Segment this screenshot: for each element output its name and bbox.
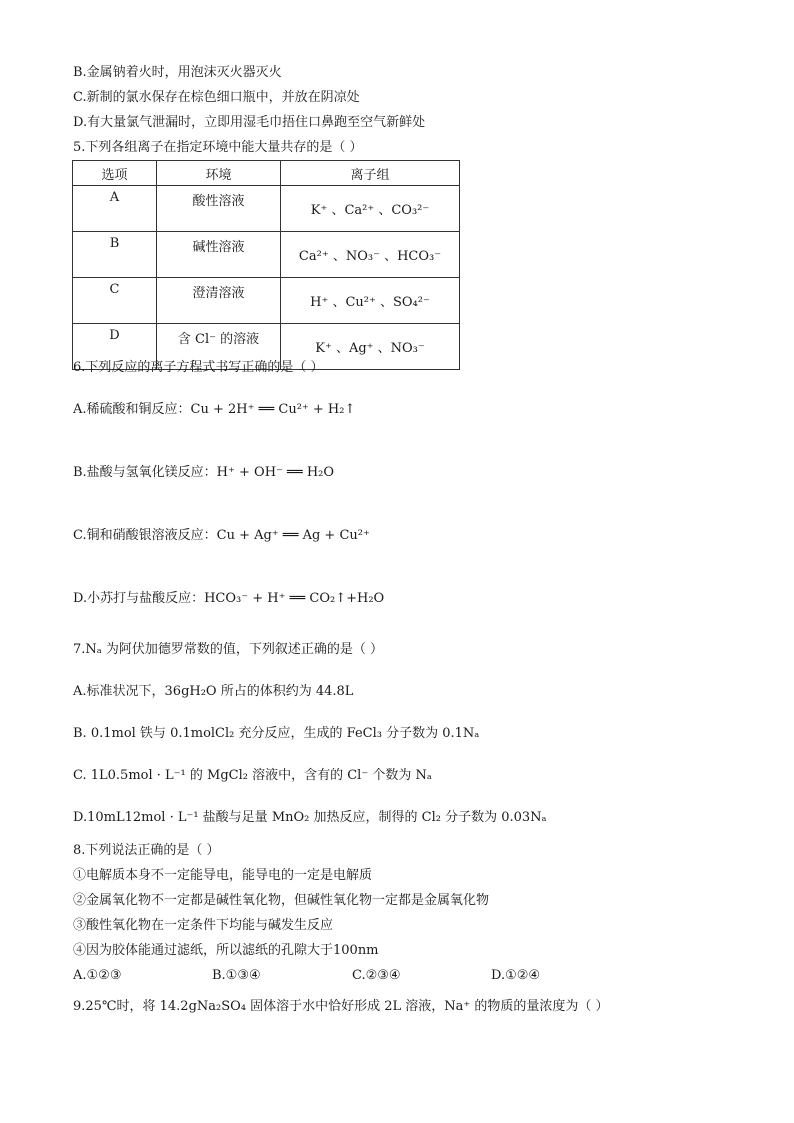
q6-option-b: B.盐酸与氢氧化镁反应：H⁺ + OH⁻ ══ H₂O bbox=[73, 465, 335, 480]
table-row bbox=[73, 186, 460, 232]
q6-option-d: D.小苏打与盐酸反应：HCO₃⁻ + H⁺ ══ CO₂↑+H₂O bbox=[73, 591, 385, 606]
q4-option-b: B.金属钠着火时，用泡沫灭火器灭火 bbox=[73, 65, 282, 80]
table-row bbox=[73, 232, 460, 278]
q5-stem: 5.下列各组离子在指定环境中能大量共存的是（ ） bbox=[73, 140, 363, 155]
q5-ion-table bbox=[72, 160, 460, 370]
q8-statement-2: ②金属氧化物不一定都是碱性氧化物，但碱性氧化物一定都是金属氧化物 bbox=[73, 893, 490, 908]
table-row bbox=[73, 278, 460, 324]
q7-option-c: C. 1L0.5mol · L⁻¹ 的 MgCl₂ 溶液中，含有的 Cl⁻ 个数为 Nₐ bbox=[73, 768, 432, 783]
row-option: C bbox=[73, 278, 157, 324]
q8-statement-4: ④因为胶体能通过滤纸，所以滤纸的孔隙大于100nm bbox=[73, 943, 379, 958]
row-ions: K⁺ 、Ca²⁺ 、CO₃²⁻ bbox=[281, 186, 460, 232]
table-header-option: 选项 bbox=[73, 161, 157, 186]
q8-stem: 8.下列说法正确的是（ ） bbox=[73, 843, 220, 858]
q6-option-a: A.稀硫酸和铜反应：Cu + 2H⁺ ══ Cu²⁺ + H₂↑ bbox=[73, 402, 356, 417]
row-ions: H⁺ 、Cu²⁺ 、SO₄²⁻ bbox=[281, 278, 460, 324]
row-env: 含 Cl⁻ 的溶液 bbox=[157, 324, 281, 370]
row-option: B bbox=[73, 232, 157, 278]
q6-stem: 6.下列反应的离子方程式书写正确的是（ ） bbox=[73, 360, 324, 375]
row-option: A bbox=[73, 186, 157, 232]
q7-option-a: A.标准状况下，36gH₂O 所占的体积约为 44.8L bbox=[73, 684, 354, 699]
q8-statement-3: ③酸性氧化物在一定条件下均能与碱发生反应 bbox=[73, 918, 334, 933]
q7-stem: 7.Nₐ 为阿伏加德罗常数的值，下列叙述正确的是（ ） bbox=[73, 642, 384, 657]
row-option: D bbox=[73, 324, 157, 370]
table-header-env: 环境 bbox=[157, 161, 281, 186]
q7-option-b: B. 0.1mol 铁与 0.1molCl₂ 充分反应，生成的 FeCl₃ 分子数为 0.1Nₐ bbox=[73, 726, 480, 741]
q8-statement-1: ①电解质本身不一定能导电，能导电的一定是电解质 bbox=[73, 868, 373, 883]
q8-choice-b: B.①③④ bbox=[212, 968, 261, 983]
q8-choice-a: A.①②③ bbox=[73, 968, 122, 983]
table-header-ions: 离子组 bbox=[281, 161, 460, 186]
row-ions: K⁺ 、Ag⁺ 、NO₃⁻ bbox=[281, 324, 460, 370]
row-ions: Ca²⁺ 、NO₃⁻ 、HCO₃⁻ bbox=[281, 232, 460, 278]
q8-choice-c: C.②③④ bbox=[352, 968, 401, 983]
q4-option-d: D.有大量氯气泄漏时，立即用湿毛巾捂住口鼻跑至空气新鲜处 bbox=[73, 115, 426, 130]
q6-option-c: C.铜和硝酸银溶液反应：Cu + Ag⁺ ══ Ag + Cu²⁺ bbox=[73, 528, 370, 543]
q9-stem: 9.25℃时，将 14.2gNa₂SO₄ 固体溶于水中恰好形成 2L 溶液，Na⁺ 的物质的量浓度为（ ） bbox=[73, 999, 609, 1014]
row-env: 碱性溶液 bbox=[157, 232, 281, 278]
table-header-row bbox=[73, 161, 460, 186]
q4-option-c: C.新制的氯水保存在棕色细口瓶中，并放在阴凉处 bbox=[73, 90, 360, 105]
q8-choice-d: D.①②④ bbox=[491, 968, 541, 983]
row-env: 澄清溶液 bbox=[157, 278, 281, 324]
row-env: 酸性溶液 bbox=[157, 186, 281, 232]
q7-option-d: D.10mL12mol · L⁻¹ 盐酸与足量 MnO₂ 加热反应，制得的 Cl₂ 分子数为 0.03Nₐ bbox=[73, 810, 547, 825]
